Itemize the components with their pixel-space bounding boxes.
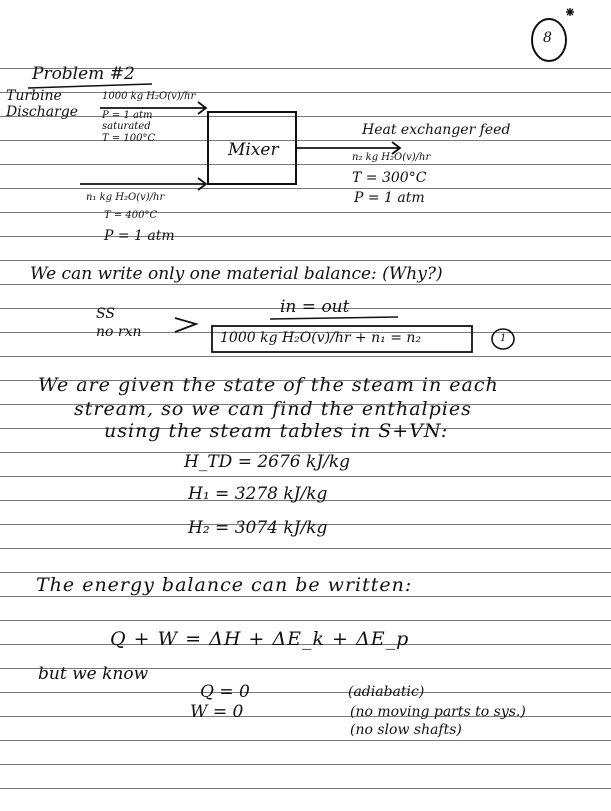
no-reaction-label: no rxn bbox=[96, 324, 142, 340]
inlet-temperature: T = 400°C bbox=[104, 210, 158, 221]
outlet-flow: n₂ kg H₂O(v)/hr bbox=[352, 152, 431, 163]
material-balance-equation: 1000 kg H₂O(v)/hr + n₁ = n₂ bbox=[220, 330, 422, 346]
turbine-flow: 1000 kg H₂O(v)/hr bbox=[102, 91, 196, 102]
inlet-arrow bbox=[80, 178, 206, 190]
enthalpy-inlet: H₁ = 3278 kJ/kg bbox=[188, 484, 328, 504]
page-number: 8 bbox=[543, 30, 552, 46]
in-out-underline bbox=[270, 317, 398, 319]
energy-balance-equation: Q + W = ΔH + ΔE_k + ΔE_p bbox=[110, 628, 410, 650]
brace-arrow bbox=[175, 318, 196, 332]
but-we-know: but we know bbox=[38, 664, 149, 684]
work-condition-note: (no moving parts to sys.) bbox=[350, 704, 526, 720]
heat-condition: Q = 0 bbox=[200, 682, 250, 702]
in-equals-out: in = out bbox=[280, 297, 350, 317]
heat-condition-note: (adiabatic) bbox=[348, 684, 425, 700]
material-balance-statement: We can write only one material balance: (Why?) bbox=[30, 264, 443, 284]
heat-exchanger-label: Heat exchanger feed bbox=[362, 122, 511, 138]
enthalpy-turbine: H_TD = 2676 kJ/kg bbox=[184, 452, 351, 472]
turbine-pressure: P = 1 atm bbox=[102, 110, 153, 121]
turbine-label: Turbine bbox=[6, 88, 62, 104]
shaft-condition-note: (no slow shafts) bbox=[350, 722, 462, 738]
turbine-state: saturated bbox=[102, 121, 151, 132]
page-number-star bbox=[566, 8, 574, 16]
enthalpy-line-3: using the steam tables in S+VN: bbox=[104, 420, 449, 442]
problem-title: Problem #2 bbox=[32, 64, 135, 84]
inlet-pressure: P = 1 atm bbox=[104, 228, 175, 244]
outlet-pressure: P = 1 atm bbox=[354, 190, 425, 206]
outlet-temperature: T = 300°C bbox=[352, 170, 427, 186]
mixer-label: Mixer bbox=[228, 140, 279, 160]
turbine-temperature: T = 100°C bbox=[102, 133, 156, 144]
enthalpy-line-1: We are given the state of the steam in each bbox=[38, 374, 499, 396]
work-condition: W = 0 bbox=[190, 702, 244, 722]
enthalpy-outlet: H₂ = 3074 kJ/kg bbox=[188, 518, 328, 538]
steady-state-label: SS bbox=[96, 306, 115, 322]
inlet-flow: n₁ kg H₂O(v)/hr bbox=[86, 192, 165, 203]
enthalpy-line-2: stream, so we can find the enthalpies bbox=[74, 398, 472, 420]
discharge-label: Discharge bbox=[6, 104, 79, 120]
equation-number: 1 bbox=[500, 333, 507, 344]
energy-balance-statement: The energy balance can be written: bbox=[36, 574, 413, 596]
